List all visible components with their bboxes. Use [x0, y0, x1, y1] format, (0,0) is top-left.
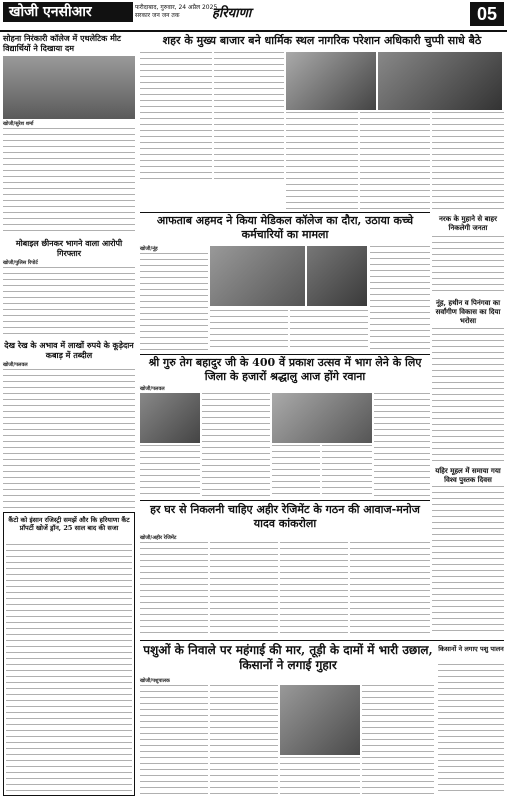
article-4-byline: खोजी/पुलिस रिपोर्ट: [3, 260, 38, 266]
article-8-byline: खोजी/पलवल: [140, 386, 165, 392]
article-9-body-col-2: [210, 542, 278, 637]
article-5-headline: देख रेख के अभाव में लाखों रुपये के कूड़ेदान कबाड़ में तब्दील: [4, 340, 134, 360]
article-6-headline: नरक के मुहाने से बाहर निकलेगी जनता: [439, 214, 497, 232]
article-4-body: [3, 267, 135, 337]
article-3-body-col-1: [140, 253, 208, 351]
article-2-body-col-1: [140, 52, 212, 180]
masthead: [0, 0, 507, 32]
article-8-body-col-5: [374, 393, 430, 497]
newspaper-logo: खोजी एनसीआर: [3, 2, 133, 22]
divider: [140, 640, 504, 641]
article-9-body-col-4: [350, 542, 430, 637]
divider: [140, 500, 430, 501]
article-2-body-col-5: [432, 112, 504, 212]
article-1-body: [3, 128, 135, 236]
gathering-photo: [272, 393, 372, 443]
article-12-body-col-4: [362, 685, 434, 796]
article-11-body: [6, 544, 132, 792]
article-8-body-col-1: [140, 445, 200, 497]
article-10-headline: यहिर मूहल में समाया गया विश्व पुस्तक दिवस: [435, 466, 501, 484]
market-photo-2: [378, 52, 502, 110]
article-9-byline: खोजी/अहीर रेजिमेंट: [140, 535, 177, 541]
tagline-text: सरकार जन जन तक: [135, 12, 180, 19]
article-2-body-col-2: [214, 52, 284, 180]
athletic-meet-photo: [3, 56, 135, 119]
article-5-byline: खोजी/पलवल: [3, 362, 28, 368]
article-12-byline: खोजी/पशुपालक: [140, 678, 170, 684]
religious-event-photo: [140, 393, 200, 443]
divider: [140, 212, 430, 213]
article-1-byline: खोजी/सुरेश शर्मा: [3, 121, 34, 127]
article-3-body-col-4: [370, 246, 430, 352]
article-3-body-col-2: [210, 310, 288, 352]
article-11-headline: कैंटो को इंसान रजिस्ट्री समझें और कि हरियाणा कैंट प्रॉपर्टी खोजें ड्रॉन, 25 साल बाद की सजा: [8, 516, 130, 532]
article-9-body-col-1: [140, 542, 208, 637]
article-10-body: [432, 486, 504, 636]
cattle-photo: [280, 685, 360, 755]
article-6-body: [432, 236, 504, 296]
article-8-body-col-3: [272, 445, 320, 497]
article-5-body: [3, 369, 135, 509]
article-9-headline: हर घर से निकलनी चाहिए अहीर रेजिमेंट के गठन की आवाज-मनोज यादव कांकरोला: [150, 503, 420, 530]
article-13-headline: किसानों ने लगाए पशु पालन: [438, 645, 504, 653]
article-1-headline: सोहना निरंकारी कॉलेज में एथलेटिक मीट विद्यार्थियों ने दिखाया दम: [3, 33, 121, 53]
page-number: 05: [470, 2, 504, 26]
article-12-body-col-3: [280, 757, 360, 796]
article-12-body-col-2: [210, 685, 278, 796]
article-4-headline: मोबाइल छीनकर भागने वाला आरोपी गिरफ्तार: [15, 238, 123, 258]
article-2-headline: शहर के मुख्य बाजार बने धार्मिक स्थल नागरिक परेशान अधिकारी चुप्पी साधे बैठे: [162, 34, 482, 47]
dateline: [135, 4, 285, 20]
article-3-byline: खोजी/नूंह: [140, 246, 158, 252]
section-name: हरियाणा: [212, 6, 252, 21]
article-13-body: [438, 664, 504, 796]
article-12-headline: पशुओं के निवाले पर महंगाई की मार, तूड़ी के दामों में भारी उछाल, किसानों ने लगाई गुहार: [143, 643, 433, 672]
article-2-body-col-3: [286, 112, 358, 212]
article-8-body-col-4: [322, 445, 372, 497]
article-7-body: [432, 328, 504, 463]
article-12-body-col-1: [140, 685, 208, 796]
market-photo-1: [286, 52, 376, 110]
article-8-headline: श्री गुरु तेग बहादुर जी के 400 वें प्रकाश उत्सव में भाग लेने के लिए जिला के हजारों श्रद्धालु आज होंगे रवाना: [148, 356, 422, 383]
article-7-headline: नूंह, हथीन व पिनंगवा का सर्वांगीण विकास का दिया भरोसा: [435, 298, 501, 325]
dateline-text: फरीदाबाद, गुरुवार, 24 अप्रैल 2025: [135, 4, 218, 11]
article-9-body-col-3: [280, 542, 348, 637]
medical-college-photo-2: [307, 246, 367, 306]
article-2-body-col-4: [360, 112, 430, 212]
medical-college-photo-1: [210, 246, 305, 306]
article-3-body-col-3: [290, 310, 368, 352]
article-3-headline: आफताब अहमद ने किया मेडिकल कॉलेज का दौरा, उठाया कच्चे कर्मचारियों का मामला: [156, 214, 414, 241]
divider: [140, 354, 430, 355]
article-8-body-col-2: [202, 393, 270, 497]
